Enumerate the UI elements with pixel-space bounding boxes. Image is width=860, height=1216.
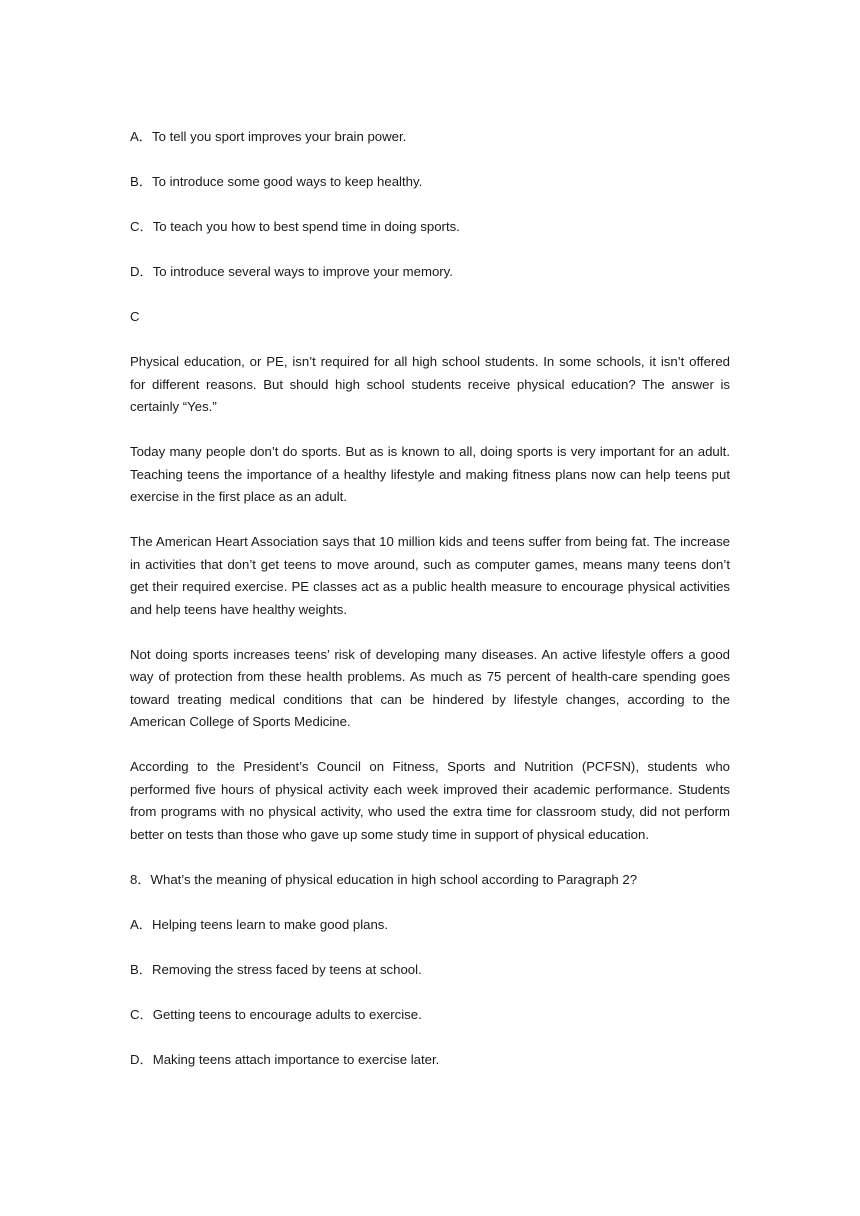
prev-option-c: [130, 216, 730, 239]
document-page: [130, 126, 730, 1094]
passage-paragraph-3: The American Heart Association says that 10 million kids and teens suffer from being fat. The increase in activities that don’t get teens to move around, such as computer games, means many teens don’t get their required exercise. PE classes act as a public health measure to encourage physical activities and help teens have healthy weights.: [130, 534, 730, 617]
option-text: Making teens attach importance to exercise later.: [152, 1051, 440, 1067]
option-text: To introduce some good ways to keep healthy.: [151, 174, 423, 189]
question-number: 8．: [130, 871, 151, 887]
q8-option-b: [130, 959, 730, 982]
option-text: To teach you how to best spend time in doing sports.: [152, 219, 460, 234]
question-text: What’s the meaning of physical education in high school according to Paragraph 2?: [150, 871, 638, 887]
option-letter: B．: [130, 174, 152, 189]
prev-option-a: [130, 126, 730, 149]
option-text: To introduce several ways to improve your memory.: [152, 264, 453, 279]
option-letter: B．: [130, 961, 152, 977]
passage-paragraph-1: Physical education, or PE, isn’t required for all high school students. In some schools, it isn’t offered for different reasons. But should high school students receive physical education? The answer is certainly “Yes.”: [130, 354, 730, 414]
q8-option-c: [130, 1004, 730, 1027]
section-label: C: [130, 309, 140, 324]
prev-option-b: [130, 171, 730, 194]
option-text: Removing the stress faced by teens at school.: [151, 961, 422, 977]
option-text: To tell you sport improves your brain power.: [151, 129, 407, 144]
prev-option-d: [130, 261, 730, 284]
option-letter: A．: [130, 916, 152, 932]
option-letter: A．: [130, 129, 152, 144]
q8-option-a: [130, 914, 730, 937]
option-letter: D．: [130, 1051, 153, 1067]
q8-option-d: [130, 1049, 730, 1072]
passage-paragraph-2: Today many people don’t do sports. But as is known to all, doing sports is very important for an adult. Teaching teens the importance of a healthy lifestyle and making fitness plans now can help teens put exercise in the first place as an adult.: [130, 444, 730, 504]
option-letter: C．: [130, 1006, 153, 1022]
passage-paragraph-4: Not doing sports increases teens’ risk of developing many diseases. An active lifestyle offers a good way of protection from these health problems. As much as 75 percent of health-care spending goes toward treating medical conditions that can be hindered by lifestyle changes, according to the American College of Sports Medicine.: [130, 646, 730, 729]
option-text: Getting teens to encourage adults to exercise.: [152, 1006, 422, 1022]
option-text: Helping teens learn to make good plans.: [151, 916, 389, 932]
passage-paragraph-5: According to the President’s Council on Fitness, Sports and Nutrition (PCFSN), students who performed five hours of physical activity each week improved their academic performance. Students from programs with no physical activity, who used the extra time for classroom study, did not perform better on tests than those who gave up some study time in support of physical education.: [130, 759, 730, 842]
option-letter: D．: [130, 264, 153, 279]
option-letter: C．: [130, 219, 153, 234]
question-8-stem: [130, 869, 730, 892]
